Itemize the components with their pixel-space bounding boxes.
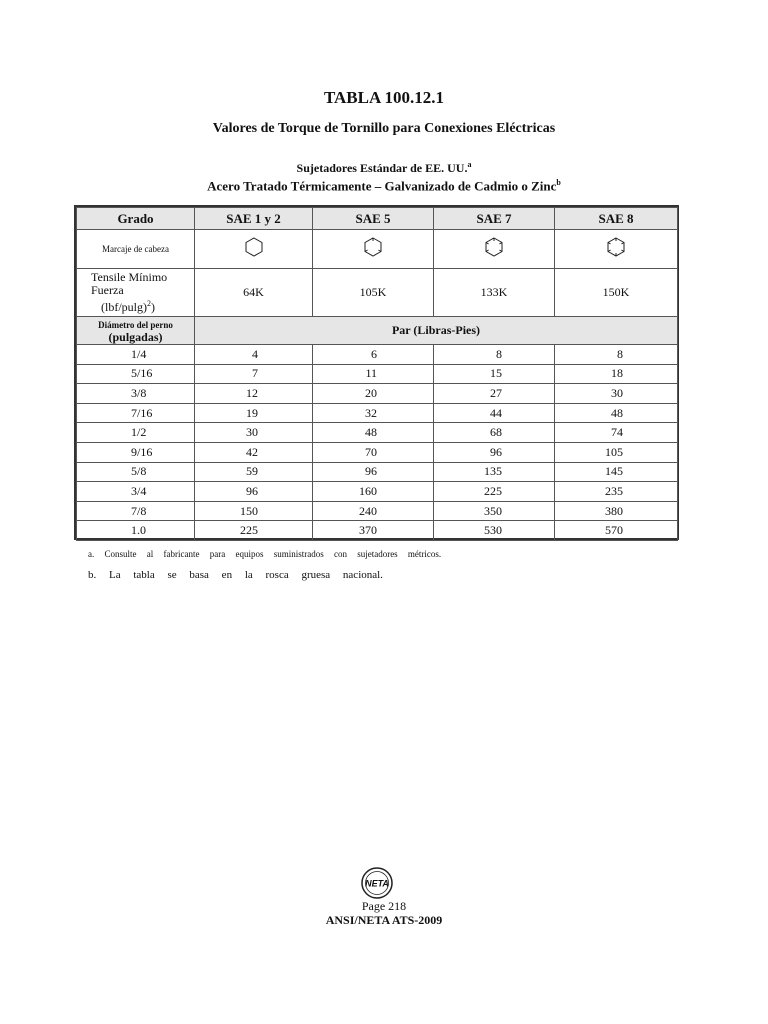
torque-value-cell: 240 (313, 501, 434, 521)
table-subtitle: Valores de Torque de Tornillo para Conexiones Eléctricas (212, 121, 556, 136)
fastener-standard-text: Sujetadores Estándar de EE. UU. (296, 161, 468, 175)
bolt-diameter-cell: 7/16 (77, 403, 195, 423)
table-row (77, 442, 678, 462)
head-marking-cell (195, 230, 313, 269)
torque-header-row (77, 317, 678, 345)
torque-value-cell: 4 (195, 345, 313, 365)
logo-text: NETA (365, 878, 389, 889)
standard-name: ANSI/NETA ATS-2009 (325, 913, 443, 927)
tensile-unit: (lbf/pulg) (101, 300, 147, 314)
table-row (77, 364, 678, 384)
torque-value-cell: 225 (195, 521, 313, 541)
hex-plain-icon (244, 237, 264, 257)
tensile-label (77, 269, 195, 317)
torque-value-cell: 44 (434, 403, 555, 423)
tensile-value: 64K (195, 269, 313, 317)
footnote-ref-b: b (556, 178, 561, 187)
torque-unit-header: Par (Libras-Pies) (195, 317, 678, 345)
table-row (77, 423, 678, 443)
bolt-diameter-cell: 1/4 (77, 345, 195, 365)
table-row (77, 345, 678, 365)
tensile-label-line3 (91, 297, 194, 314)
table-row (77, 501, 678, 521)
table-row (77, 384, 678, 404)
footnote-a (88, 549, 441, 559)
torque-value-cell: 225 (434, 482, 555, 502)
page-title: TABLA 100.12.1 (323, 88, 445, 107)
bolt-diameter-cell: 5/16 (77, 364, 195, 384)
bolt-diameter-cell: 7/8 (77, 501, 195, 521)
torque-value-cell: 48 (313, 423, 434, 443)
tensile-row (77, 269, 678, 317)
torque-value-cell: 32 (313, 403, 434, 423)
tensile-value: 150K (555, 269, 678, 317)
torque-value-cell: 74 (555, 423, 678, 443)
material-text: Acero Tratado Térmicamente – Galvanizado de Cadmio o Zinc (207, 178, 557, 194)
torque-value-cell: 12 (195, 384, 313, 404)
torque-value-cell: 8 (555, 345, 678, 365)
material-line (0, 178, 768, 194)
head-marking-row (77, 230, 678, 269)
torque-value-cell: 96 (195, 482, 313, 502)
diameter-label (77, 317, 195, 345)
torque-value-cell: 96 (313, 462, 434, 482)
footnote-ref-a: a (467, 160, 472, 169)
torque-value-cell: 68 (434, 423, 555, 443)
torque-value-cell: 11 (313, 364, 434, 384)
torque-value-cell: 7 (195, 364, 313, 384)
torque-value-cell: 20 (313, 384, 434, 404)
bolt-diameter-cell: 9/16 (77, 442, 195, 462)
torque-value-cell: 19 (195, 403, 313, 423)
torque-value-cell: 530 (434, 521, 555, 541)
bolt-diameter-cell: 1.0 (77, 521, 195, 541)
footnote-b-marker: b. (88, 569, 97, 581)
diameter-unit: (pulgadas) (108, 329, 163, 344)
torque-value-cell: 150 (195, 501, 313, 521)
tensile-label-line2: Fuerza (91, 283, 124, 297)
tensile-value: 105K (313, 269, 434, 317)
tensile-unit-exponent: 2 (147, 299, 151, 308)
torque-value-cell: 27 (434, 384, 555, 404)
torque-value-cell: 15 (434, 364, 555, 384)
torque-value-cell: 42 (195, 442, 313, 462)
header-sae-1-2: SAE 1 y 2 (195, 208, 313, 230)
footnote-a-text: Consulte al fabricante para equipos suministrados con sujetadores métricos. (104, 549, 442, 559)
footnote-b-text: La tabla se basa en la rosca gruesa nacional. (109, 569, 383, 581)
torque-value-cell: 235 (555, 482, 678, 502)
header-grade: Grado (77, 208, 195, 230)
table-row (77, 403, 678, 423)
bolt-diameter-cell: 3/4 (77, 482, 195, 502)
torque-table-frame (74, 205, 679, 540)
torque-value-cell: 350 (434, 501, 555, 521)
head-marking-cell (313, 230, 434, 269)
neta-logo-icon (361, 867, 393, 899)
torque-value-cell: 380 (555, 501, 678, 521)
footnote-a-marker: a. (88, 549, 95, 559)
torque-value-cell: 96 (434, 442, 555, 462)
torque-value-cell: 70 (313, 442, 434, 462)
torque-table (76, 207, 678, 541)
header-sae-5: SAE 5 (313, 208, 434, 230)
hex-3-lines-icon (363, 237, 383, 257)
torque-value-cell: 160 (313, 482, 434, 502)
footnote-b (88, 569, 383, 581)
table-row (77, 462, 678, 482)
torque-value-cell: 370 (313, 521, 434, 541)
torque-value-cell: 59 (195, 462, 313, 482)
torque-value-cell: 30 (195, 423, 313, 443)
torque-value-cell: 8 (434, 345, 555, 365)
head-marking-cell (555, 230, 678, 269)
tensile-label-line1: Tensile Mínimo (91, 270, 168, 284)
torque-value-cell: 570 (555, 521, 678, 541)
bolt-diameter-cell: 3/8 (77, 384, 195, 404)
torque-value-cell: 105 (555, 442, 678, 462)
diameter-label-text: Diámetro del perno (98, 319, 173, 330)
header-row (77, 208, 678, 230)
torque-value-cell: 135 (434, 462, 555, 482)
tensile-value: 133K (434, 269, 555, 317)
torque-data-body (77, 345, 678, 541)
head-marking-cell (434, 230, 555, 269)
torque-value-cell: 48 (555, 403, 678, 423)
tensile-unit-close: ) (151, 300, 155, 314)
torque-value-cell: 6 (313, 345, 434, 365)
bolt-diameter-cell: 5/8 (77, 462, 195, 482)
header-sae-7: SAE 7 (434, 208, 555, 230)
torque-value-cell: 30 (555, 384, 678, 404)
fastener-standard-line (0, 160, 768, 176)
hex-5-lines-icon (484, 237, 504, 257)
table-row (77, 521, 678, 541)
hex-6-lines-icon (606, 237, 626, 257)
bolt-diameter-cell: 1/2 (77, 423, 195, 443)
torque-value-cell: 145 (555, 462, 678, 482)
head-marking-label: Marcaje de cabeza (77, 230, 195, 269)
torque-value-cell: 18 (555, 364, 678, 384)
header-sae-8: SAE 8 (555, 208, 678, 230)
table-row (77, 482, 678, 502)
page-number: Page 218 (361, 899, 407, 913)
